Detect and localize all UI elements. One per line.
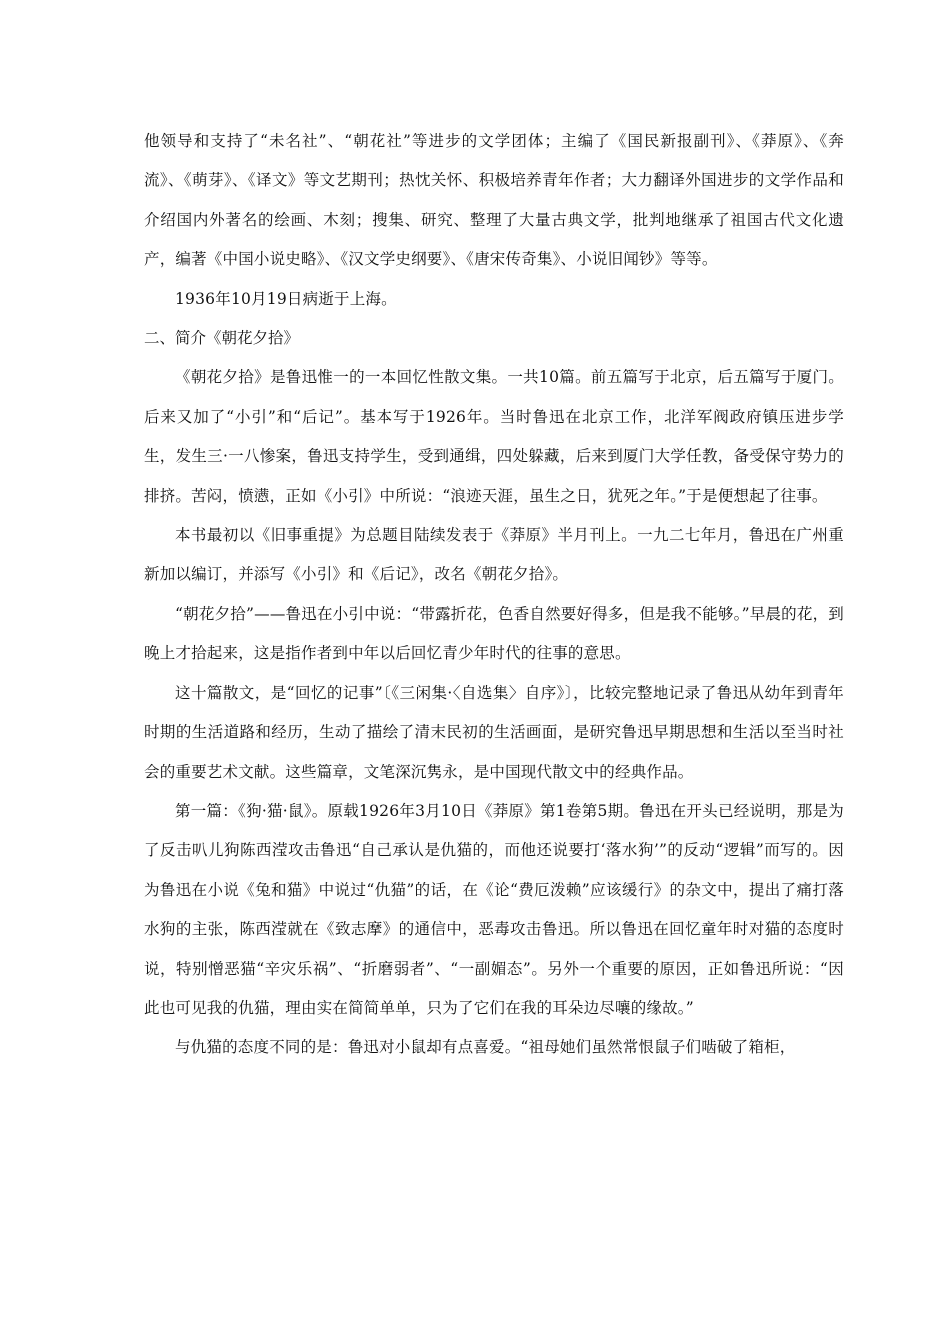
paragraph-first-essay: 第一篇：《狗·猫·鼠》。原载1926年3月10日《莽原》第1卷第5期。鲁迅在开头已经说明，那是为了反击叭儿狗陈西滢攻击鲁迅“自己承认是仇猫的，而他还说要打‘落水狗’”的反动“逻辑”而写的。因为鲁迅在小说《兔和猫》中说过“仇猫”的话，在《论“费厄泼赖”应该缓行》的杂文中，提出了痛打落水狗的主张，陈西滢就在《致志摩》的通信中，恶毒攻击鲁迅。所以鲁迅在回忆童年时对猫的态度时说，特别憎恶猫“辛灾乐祸”、“折磨弱者”、“一副媚态”。另外一个重要的原因，正如鲁迅所说：“因此也可见我的仇猫，理由实在简简单单，只为了它们在我的耳朵边尽嚷的缘故。”	[144, 801, 844, 1017]
paragraph-book-intro: 《朝花夕拾》是鲁迅惟一的一本回忆性散文集。一共10篇。前五篇写于北京，后五篇写于厦门。后来又加了“小引”和“后记”。基本写于1926年。当时鲁迅在北京工作，北洋军阀政府镇压进步学生，发生三·一八惨案，鲁迅支持学生，受到通缉，四处躲藏，后来到厦门大学任教，备受保守势力的排挤。苦闷，愤懑，正如《小引》中所说：“浪迹天涯，虽生之日，犹死之年。”于是便想起了往事。	[144, 368, 844, 505]
section-heading-intro: 二、简介《朝花夕拾》	[144, 329, 300, 348]
paragraph-mouse: 与仇猫的态度不同的是：鲁迅对小鼠却有点喜爱。“祖母她们虽然常恨鼠子们啮破了箱柜，	[175, 1038, 796, 1057]
paragraph-publication: 本书最初以《旧事重提》为总题目陆续发表于《莽原》半月刊上。一九二七年月，鲁迅在广州重新加以编订，并添写《小引》和《后记》，改名《朝花夕拾》。	[144, 526, 844, 584]
paragraph-lu-xun-activities: 他领导和支持了“未名社”、“朝花社”等进步的文学团体；主编了《国民新报副刊》、《莽原》、《奔流》、《萌芽》、《译文》等文艺期刊；热忱关怀、积极培养青年作者；大力翻译外国进步的文学作品和介绍国内外著名的绘画、木刻；搜集、研究、整理了大量古典文学，批判地继承了祖国古代文化遗产，编著《中国小说史略》、《汉文学史纲要》、《唐宋传奇集》、小说旧闻钞》等等。	[144, 132, 844, 269]
paragraph-death-date: 1936年10月19日病逝于上海。	[175, 289, 397, 308]
document-page	[144, 122, 844, 1068]
paragraph-ten-essays: 这十篇散文，是“回忆的记事”〔《三闲集·〈自选集〉自序》〕，比较完整地记录了鲁迅从幼年到青年时期的生活道路和经历，生动了描绘了清末民初的生活画面，是研究鲁迅早期思想和生活以至当时社会的重要艺术文献。这些篇章，文笔深沉隽永，是中国现代散文中的经典作品。	[144, 683, 844, 781]
paragraph-title-meaning: “朝花夕拾”——鲁迅在小引中说：“带露折花，色香自然要好得多，但是我不能够。”早晨的花，到晚上才拾起来，这是指作者到中年以后回忆青少年时代的往事的意思。	[144, 604, 844, 663]
